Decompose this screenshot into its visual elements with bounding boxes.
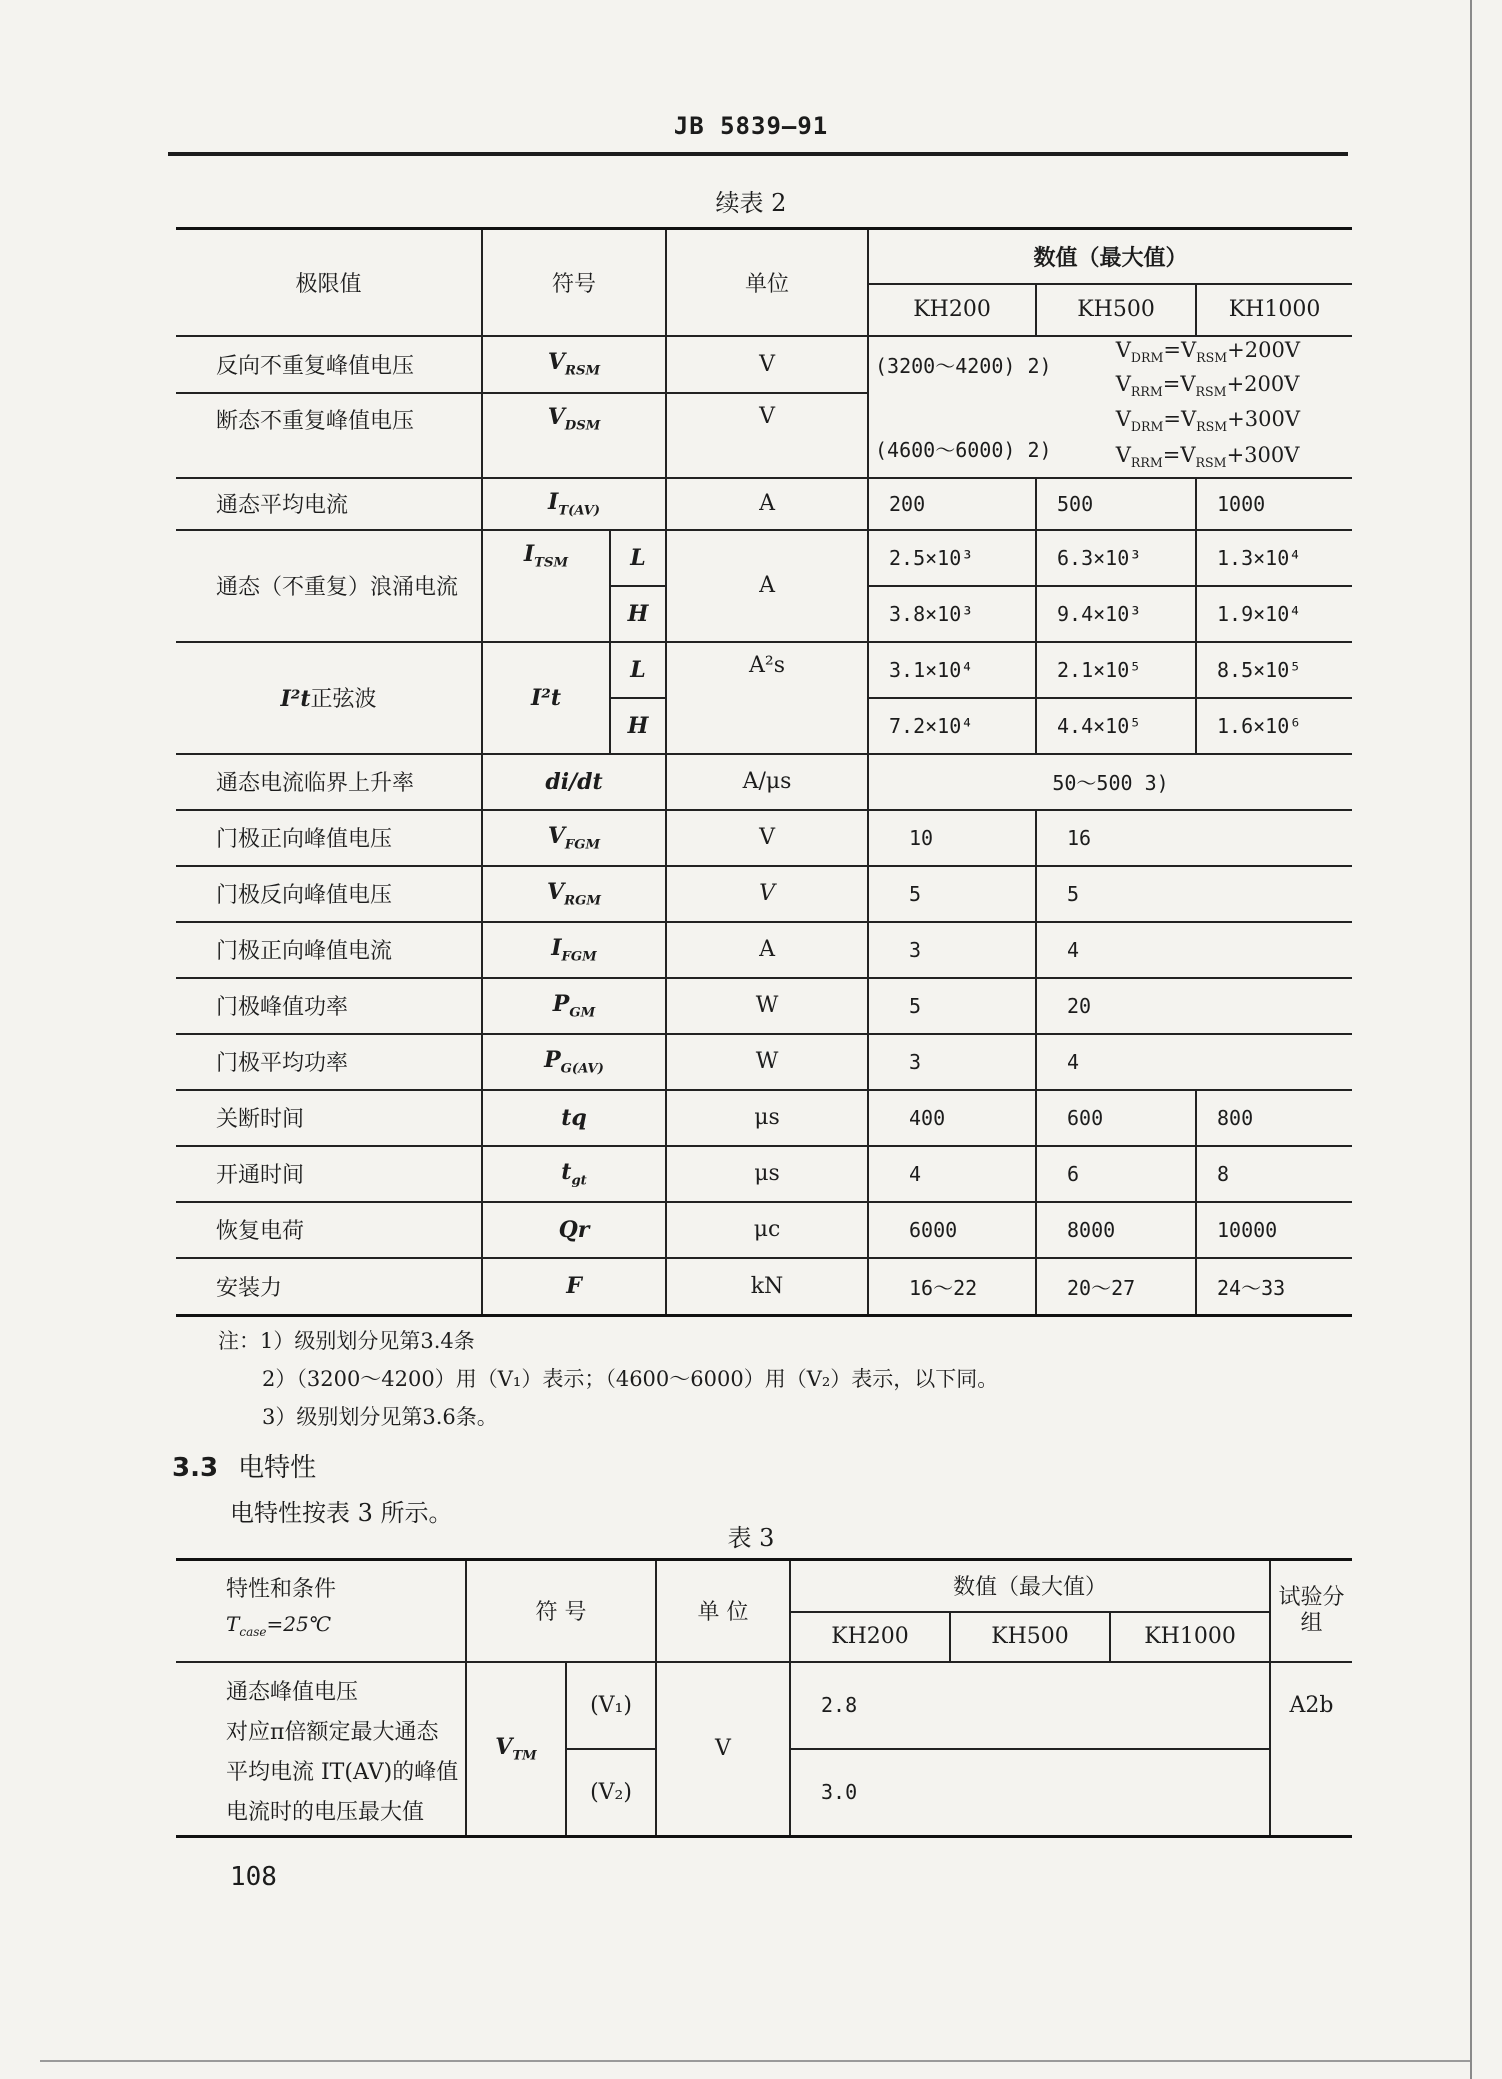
grade-v1-range: (3200～4200) 2)	[875, 354, 1052, 378]
t3-row-unit: V	[656, 1662, 790, 1837]
row-itsm-h-kh500: 9.4×10³	[1036, 586, 1196, 642]
row-it-name: 通态平均电流	[176, 478, 482, 530]
row-qr-kh200: 6000	[868, 1202, 1036, 1258]
row-vdsm-unit: V	[666, 393, 868, 478]
row-it-kh500: 500	[1036, 478, 1196, 530]
t3-desc-line-3: 平均电流 IT(AV)的峰值	[226, 1759, 459, 1785]
t3-model-kh1000: KH1000	[1110, 1612, 1270, 1662]
t3-model-kh200: KH200	[790, 1612, 950, 1662]
page-edge-right	[1470, 0, 1472, 2079]
row-pgav-kh200: 3	[868, 1034, 1036, 1090]
model-kh500: KH500	[1036, 284, 1196, 336]
row-vrgm-kh500: 5	[1036, 866, 1352, 922]
row-itsm-unit: A	[666, 530, 868, 642]
t3-head-cond	[176, 1560, 466, 1662]
row-vrgm-unit: V	[666, 866, 868, 922]
row-pgm-kh500: 20	[1036, 978, 1352, 1034]
row-ifgm-unit: A	[666, 922, 868, 978]
row-it-unit: A	[666, 478, 868, 530]
row-tgt-name: 开通时间	[176, 1146, 482, 1202]
t3-head-symbol: 符 号	[466, 1560, 656, 1662]
page-number: 108	[230, 1862, 277, 1892]
row-tq-name: 关断时间	[176, 1090, 482, 1146]
standard-number: JB 5839—91	[673, 112, 829, 140]
row-ifgm-kh500: 4	[1036, 922, 1352, 978]
row-itsm-h: H	[610, 586, 666, 642]
row-vrgm-kh200: 5	[868, 866, 1036, 922]
t3-head-group: 试验分组	[1270, 1560, 1352, 1662]
row-qr-kh500: 8000	[1036, 1202, 1196, 1258]
row-vfgm-kh200: 10	[868, 810, 1036, 866]
row-vrsm-symbol: $V_{RSM}$	[482, 336, 666, 393]
voltage-grade-1	[868, 336, 1352, 399]
header-rule	[168, 152, 1348, 156]
row-it-kh200: 200	[868, 478, 1036, 530]
row-itsm-h-kh200: 3.8×10³	[868, 586, 1036, 642]
note-2: 2）（3200～4200）用（V₁）表示；（4600～6000）用（V₂）表示，以下同。	[262, 1367, 999, 1391]
row-i2t-l-kh200: 3.1×10⁴	[868, 642, 1036, 698]
row-i2t-l: L	[610, 642, 666, 698]
row-tgt-kh500: 6	[1036, 1146, 1196, 1202]
row-pgm-kh200: 5	[868, 978, 1036, 1034]
row-tq-kh1000: 800	[1196, 1090, 1352, 1146]
section-intro: 电特性按表 3 所示。	[230, 1499, 453, 1527]
row-pgm-symbol: $P_{GM}$	[482, 978, 666, 1034]
row-i2t-symbol: I²t	[482, 642, 610, 754]
t3-model-kh500: KH500	[950, 1612, 1110, 1662]
t3-head-cond-temp: $T_{case}=25℃$	[226, 1611, 332, 1639]
head-values: 数值（最大值）	[868, 229, 1352, 284]
head-limit: 极限值	[176, 229, 482, 336]
row-itsm-symbol: $I_{TSM}$	[482, 530, 610, 642]
row-tq-symbol: tq	[482, 1090, 666, 1146]
row-tgt-kh1000: 8	[1196, 1146, 1352, 1202]
row-vrsm-unit: V	[666, 336, 868, 393]
row-tq-unit: μs	[666, 1090, 868, 1146]
row-vrgm-symbol: $V_{RGM}$	[482, 866, 666, 922]
formula-vrrm-300: $V_{RRM}=V_{RSM}+300V$	[1115, 442, 1300, 470]
row-tq-kh200: 400	[868, 1090, 1036, 1146]
t3-head-cond-title: 特性和条件	[226, 1576, 337, 1602]
t3-row-symbol: $V_{TM}$	[466, 1662, 566, 1837]
row-ifgm-kh200: 3	[868, 922, 1036, 978]
row-pgav-unit: W	[666, 1034, 868, 1090]
row-pgm-name: 门极峰值功率	[176, 978, 482, 1034]
row-vrgm-name: 门极反向峰值电压	[176, 866, 482, 922]
row-pgav-symbol: $P_{G(AV)}$	[482, 1034, 666, 1090]
row-didt-name: 通态电流临界上升率	[176, 754, 482, 810]
row-f-name: 安装力	[176, 1258, 482, 1316]
t3-head-values: 数值（最大值）	[790, 1560, 1270, 1612]
model-kh1000: KH1000	[1196, 284, 1352, 336]
row-i2t-h-kh200: 7.2×10⁴	[868, 698, 1036, 754]
row-tq-kh500: 600	[1036, 1090, 1196, 1146]
row-tgt-kh200: 4	[868, 1146, 1036, 1202]
row-i2t-h-kh500: 4.4×10⁵	[1036, 698, 1196, 754]
row-itsm-l: L	[610, 530, 666, 586]
formula-vrrm-200: $V_{RRM}=V_{RSM}+200V$	[1115, 371, 1300, 399]
t3-row-v1: (V₁)	[566, 1662, 656, 1749]
row-f-kh500: 20～27	[1036, 1258, 1196, 1316]
row-pgav-kh500: 4	[1036, 1034, 1352, 1090]
note-1: 注：1）级别划分见第3.4条	[218, 1329, 475, 1353]
t3-row-val-v1: 2.8	[790, 1662, 1270, 1749]
t3-desc-line-2: 对应π倍额定最大通态	[226, 1719, 439, 1745]
table-2	[176, 227, 1352, 1317]
row-i2t-l-kh1000: 8.5×10⁵	[1196, 642, 1352, 698]
row-f-kh200: 16～22	[868, 1258, 1036, 1316]
row-didt-unit: A/μs	[666, 754, 868, 810]
row-pgm-unit: W	[666, 978, 868, 1034]
row-pgav-name: 门极平均功率	[176, 1034, 482, 1090]
row-vfgm-unit: V	[666, 810, 868, 866]
table-3	[176, 1558, 1352, 1838]
row-ifgm-symbol: $I_{FGM}$	[482, 922, 666, 978]
row-itsm-l-kh200: 2.5×10³	[868, 530, 1036, 586]
row-itsm-h-kh1000: 1.9×10⁴	[1196, 586, 1352, 642]
row-vfgm-name: 门极正向峰值电压	[176, 810, 482, 866]
row-qr-symbol: Qr	[482, 1202, 666, 1258]
t3-row-desc	[176, 1662, 466, 1837]
row-vdsm-name: 断态不重复峰值电压	[176, 393, 482, 478]
row-i2t-l-kh500: 2.1×10⁵	[1036, 642, 1196, 698]
formula-vdrm-300: $V_{DRM}=V_{RSM}+300V$	[1115, 406, 1301, 434]
row-itsm-l-kh1000: 1.3×10⁴	[1196, 530, 1352, 586]
row-it-symbol: $I_{T(AV)}$	[482, 478, 666, 530]
t3-head-unit: 单 位	[656, 1560, 790, 1662]
row-vdsm-symbol: $V_{DSM}$	[482, 393, 666, 478]
row-didt-symbol: di/dt	[482, 754, 666, 810]
row-i2t-h-kh1000: 1.6×10⁶	[1196, 698, 1352, 754]
voltage-grade-2	[868, 393, 1352, 478]
t3-row-group: A2b	[1270, 1662, 1352, 1837]
row-qr-kh1000: 10000	[1196, 1202, 1352, 1258]
row-itsm-name: 通态（不重复）浪涌电流	[176, 530, 482, 642]
row-ifgm-name: 门极正向峰值电流	[176, 922, 482, 978]
row-vfgm-symbol: $V_{FGM}$	[482, 810, 666, 866]
row-f-symbol: F	[482, 1258, 666, 1316]
section-heading	[172, 1447, 316, 1484]
page-edge-bottom	[40, 2060, 1470, 2062]
t3-row-v2: (V₂)	[566, 1749, 656, 1836]
head-symbol: 符号	[482, 229, 666, 336]
head-unit: 单位	[666, 229, 868, 336]
row-it-kh1000: 1000	[1196, 478, 1352, 530]
t3-desc-line-1: 通态峰值电压	[226, 1679, 359, 1705]
note-3: 3）级别划分见第3.6条。	[262, 1405, 498, 1429]
row-vrsm-name: 反向不重复峰值电压	[176, 336, 482, 393]
row-itsm-l-kh500: 6.3×10³	[1036, 530, 1196, 586]
model-kh200: KH200	[868, 284, 1036, 336]
row-f-kh1000: 24～33	[1196, 1258, 1352, 1316]
t3-desc-line-4: 电流时的电压最大值	[226, 1799, 425, 1825]
t3-row-val-v2: 3.0	[790, 1749, 1270, 1836]
formula-vdrm-200: $V_{DRM}=V_{RSM}+200V$	[1115, 337, 1301, 365]
row-qr-unit: μc	[666, 1202, 868, 1258]
table2-notes	[218, 1322, 998, 1436]
row-tgt-symbol: $t_{gt}$	[482, 1146, 666, 1202]
row-i2t-unit: A²s	[666, 642, 868, 754]
row-i2t-name: I²t正弦波	[176, 642, 482, 754]
row-vfgm-kh500: 16	[1036, 810, 1352, 866]
section-number: 3.3	[172, 1453, 219, 1483]
table2-caption: 续表 2	[715, 189, 787, 217]
row-qr-name: 恢复电荷	[176, 1202, 482, 1258]
row-i2t-h: H	[610, 698, 666, 754]
table3-caption: 表 3	[727, 1524, 775, 1552]
grade-v2-range: (4600～6000) 2)	[875, 438, 1052, 462]
row-tgt-unit: μs	[666, 1146, 868, 1202]
row-f-unit: kN	[666, 1258, 868, 1316]
section-title: 电特性	[238, 1453, 317, 1483]
row-didt-value: 50～500 3)	[868, 754, 1352, 810]
i2t-suffix: 正弦波	[310, 687, 377, 712]
